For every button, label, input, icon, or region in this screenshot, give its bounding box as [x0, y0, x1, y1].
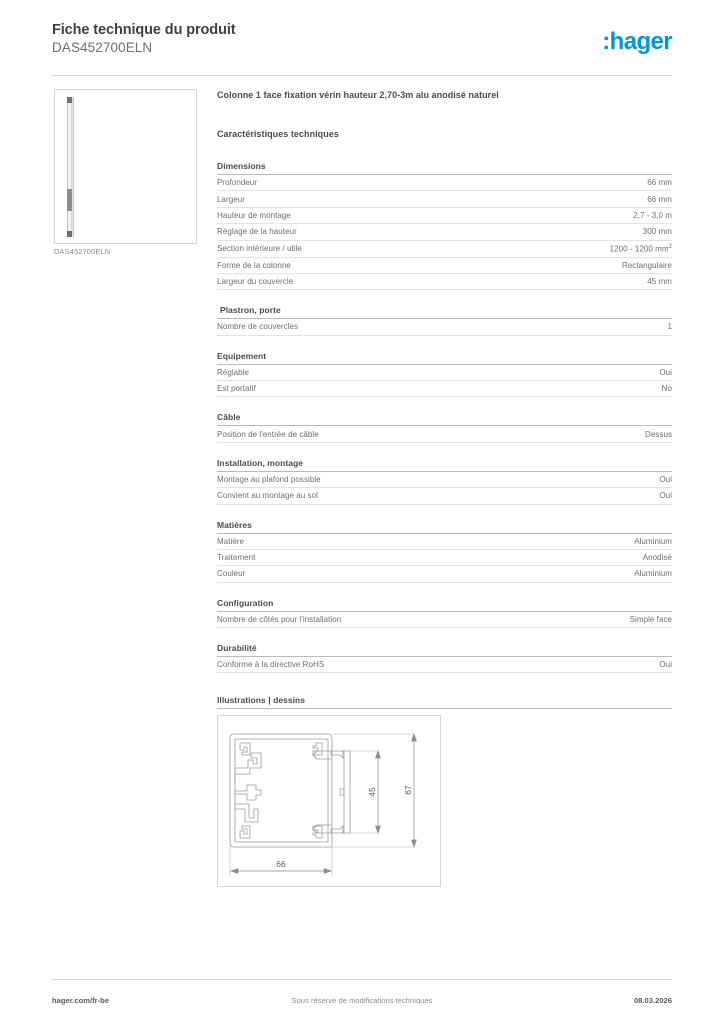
specifications-title: Caractéristiques techniques [217, 129, 339, 139]
spec-label: Nombre de couvercles [217, 322, 299, 332]
spec-row [217, 426, 672, 442]
spec-label: Matière [217, 536, 245, 546]
spec-section-heading: Installation, montage [217, 458, 672, 472]
product-name: Colonne 1 face fixation vérin hauteur 2,70-3m alu anodisé naturel [217, 90, 499, 100]
spec-label: Profondeur [217, 178, 258, 188]
spec-label: Forme de la colonne [217, 260, 291, 270]
spec-value: No [661, 384, 672, 394]
spec-value: Oui [659, 474, 672, 484]
spec-value: Oui [659, 491, 672, 501]
spec-section [217, 305, 672, 335]
spec-row [217, 550, 672, 566]
column-body [67, 97, 74, 237]
spec-value: Rectangulaire [621, 260, 672, 270]
illustrations-block [217, 695, 672, 887]
spec-label: Largeur du couvercle [217, 277, 294, 287]
spec-value: 1200 - 1200 $mm^2$ [609, 243, 672, 254]
spec-label: Section intérieure / utile [217, 244, 302, 254]
page-title: Fiche technique du produit [52, 22, 236, 38]
spec-row [217, 258, 672, 274]
spec-value: Dessus [645, 429, 672, 439]
footer-disclaimer: Sous réserve de modifications techniques [291, 996, 433, 1005]
spec-section [217, 161, 672, 290]
spec-section-heading: Dimensions [217, 161, 672, 175]
spec-value: Simple face [629, 614, 672, 624]
cross-section-svg [218, 716, 440, 886]
hager-logo: :hager [602, 28, 672, 55]
spec-row [217, 274, 672, 290]
page-header [52, 22, 672, 70]
spec-row [217, 566, 672, 582]
footer-divider [52, 979, 672, 980]
main-content [217, 89, 672, 887]
spec-section-heading: Durabilité [217, 643, 672, 657]
spec-row [217, 191, 672, 207]
spec-row [217, 612, 672, 628]
spec-label: Montage au plafond possible [217, 474, 321, 484]
product-reference: DAS452700ELN [52, 40, 153, 55]
footer-date: 08.03.2026 [633, 996, 672, 1005]
spec-label: Nombre de côtés pour l'installation [217, 614, 342, 624]
spec-row [217, 224, 672, 240]
page-footer [52, 996, 672, 1008]
spec-row [217, 381, 672, 397]
spec-value: 2,7 - 3,0 m [633, 210, 672, 220]
spec-value: Aluminium [634, 536, 672, 546]
product-image [54, 89, 197, 244]
technical-drawing [217, 715, 441, 887]
spec-section [217, 412, 672, 442]
spec-row [217, 208, 672, 224]
spec-section [217, 458, 672, 505]
spec-value: 66 mm [647, 194, 672, 204]
spec-label: Réglable [217, 367, 249, 377]
column-mid-section [67, 189, 72, 211]
column-bottom-cap [67, 231, 72, 237]
spec-row [217, 241, 672, 258]
spec-value: 45 mm [647, 277, 672, 287]
spec-row [217, 534, 672, 550]
spec-value: 1 [667, 322, 672, 332]
dimension-label-width: 66 [276, 859, 286, 870]
header-divider [52, 75, 672, 76]
spec-label: Conforme à la directive RoHS [217, 660, 325, 670]
spec-label: Hauteur de montage [217, 210, 291, 220]
footer-website[interactable]: hager.com/fr-be [52, 996, 110, 1005]
spec-value: Oui [659, 367, 672, 377]
spec-section [217, 351, 672, 398]
spec-row [217, 488, 672, 504]
spec-label: Position de l'entrée de câble [217, 429, 319, 439]
spec-section [217, 643, 672, 673]
spec-value: 66 mm [647, 178, 672, 188]
dimension-label-cover-width: 45 [367, 787, 377, 798]
spec-label: Largeur [217, 194, 245, 204]
spec-section-heading: Plastron, porte [217, 305, 672, 319]
spec-section-heading: Equipement [217, 351, 672, 365]
dimension-label-overall-height: 67 [403, 785, 413, 796]
spec-value: Aluminium [634, 569, 672, 579]
illustrations-heading: Illustrations | dessins [217, 695, 672, 709]
spec-section-heading: Câble [217, 412, 672, 426]
spec-section [217, 598, 672, 628]
spec-label: Traitement [217, 553, 256, 563]
spec-label: Réglage de la hauteur [217, 227, 297, 237]
product-column-illustration [65, 97, 74, 237]
spec-value: Anodisé [642, 553, 672, 563]
spec-label: Convient au montage au sol [217, 491, 318, 501]
spec-value: Oui [659, 660, 672, 670]
specifications-sections [217, 161, 672, 673]
spec-row [217, 472, 672, 488]
spec-section-heading: Configuration [217, 598, 672, 612]
spec-value: 300 mm [642, 227, 672, 237]
spec-label: Est portatif [217, 384, 256, 394]
spec-row [217, 657, 672, 673]
product-image-caption: DAS452700ELN [54, 247, 111, 256]
spec-section [217, 520, 672, 583]
spec-row [217, 319, 672, 335]
column-top-cap [67, 97, 72, 103]
spec-row [217, 175, 672, 191]
spec-row [217, 365, 672, 381]
spec-section-heading: Matières [217, 520, 672, 534]
spec-label: Couleur [217, 569, 246, 579]
